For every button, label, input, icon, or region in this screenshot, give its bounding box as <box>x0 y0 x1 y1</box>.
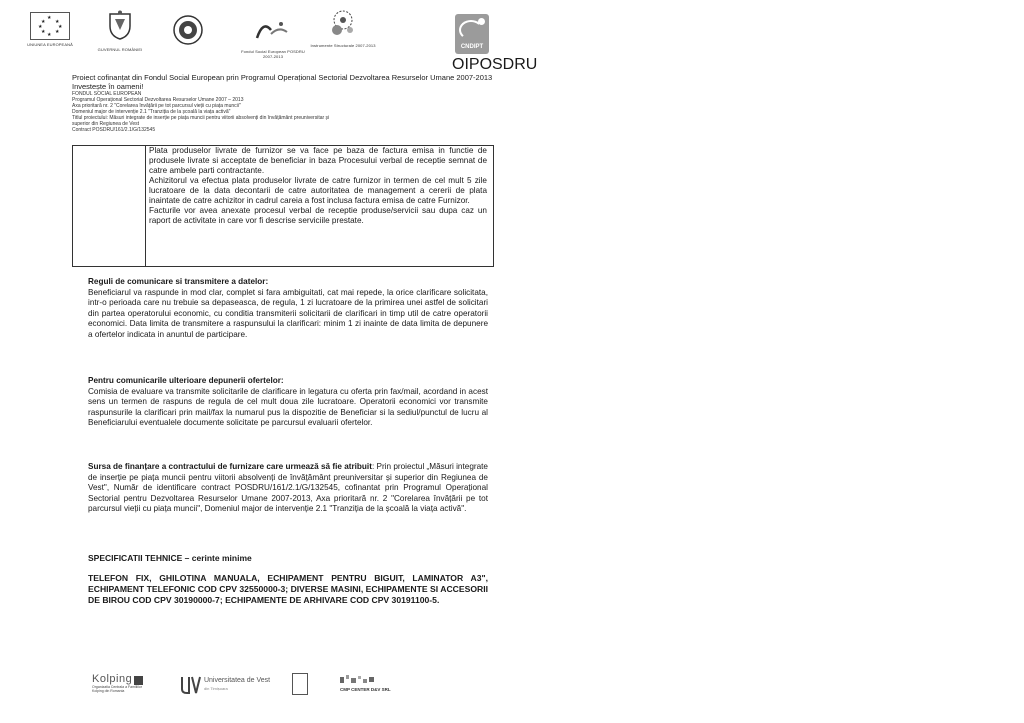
section-finantare <box>88 462 488 515</box>
meta-line: Titlul proiectului: Măsuri integrate de inserție pe piața muncii pentru viitorii absolvenți din învățământ preuniversitar și <box>72 115 330 121</box>
payment-paragraph: Facturile vor avea anexate procesul verbal de receptie produse/servicii sau dupa caz un raport de activitate in care vor fi descrise serviciile prestate. <box>149 206 487 225</box>
school-crest-logo <box>292 673 308 695</box>
cmp-logo <box>340 675 391 692</box>
footer-partner-logos <box>0 673 1024 703</box>
meta-line: FONDUL SOCIAL EUROPEAN <box>72 91 142 97</box>
kolping-k-icon <box>134 676 143 685</box>
cndipt-text: CNDIPT <box>460 44 484 50</box>
section-title: Sursa de finanțare a contractului de furnizare care urmează să fie atribuit <box>88 462 372 471</box>
payment-paragraph: Plata produselor livrate de furnizor se va face pe baza de factura emisa in functie de produsele livrate si acceptate de beneficiar in baza Procesului verbal de receptie semnat de catre ambele parti contractante. <box>149 146 487 175</box>
uvt-logo <box>180 675 270 695</box>
kolping-name: Kolping <box>92 673 133 685</box>
cmp-graphic-icon <box>340 675 374 685</box>
table-empty-cell <box>73 146 146 266</box>
eu-logo <box>20 12 80 47</box>
eu-flag-icon: ★ ★ ★ ★ ★ ★ ★ ★ <box>30 12 70 40</box>
is-logo <box>310 8 376 48</box>
section-body: Comisia de evaluare va transmite solicitarile de clarificare in legatura cu oferta prin fax/mail, acordand in acest sens un termen de raspuns de regula de cel mult doua zile lucratoare. Operatorii economici vor transmite raspunsurile la clarificari prin mail/fax la numarul pus la dispozitie de Beneficiar si la sediul/punctul de lucru al Beneficiarului eventualele documente solicitate pe parcursul evaluarii ofertelor. <box>88 386 488 427</box>
kolping-sub1: Organizatia Centrala a Familiilor <box>92 685 142 689</box>
section-ulterioare <box>88 376 488 429</box>
section-comunicare <box>88 277 488 340</box>
project-line-text: Proiect cofinanțat din Fondul Social European prin Programul Operațional Sectorial Dezvoltarea Resurselor Umane 2007-2013 <box>72 73 493 82</box>
section-body: : Prin proiectul „Măsuri integrate de inserție pe piața muncii pentru viitorii absolvenți de învățământ preuniversitar și superior din Regiunea de Vest", Număr de identificare contract POSDRU/161/2.1/G/132545, cofinantat prin Programul Operațional Sectorial pentru Dezvoltarea Resurselor Umane 2007-2013, Axa prioritară nr. 2 "Corelarea învățării pe tot parcursul vieții cu piața muncii", Domeniul major de intervenție 2.1 "Tranziția de la școală la viața activă". <box>88 462 488 513</box>
school-crest-icon <box>292 673 308 695</box>
payment-terms-table <box>72 145 494 267</box>
meta-line: Domeniul major de intervenție 2.1 "Tranziția de la școală la viața activă" <box>72 109 231 115</box>
ministry-logo <box>168 14 208 51</box>
header-logos <box>0 8 1024 73</box>
romanian-government-crest-icon <box>107 10 133 40</box>
oiposdru-caption: OIPOSDRU <box>452 56 538 73</box>
meta-line: Contract POSDRU/161/2.1/G/132545 <box>72 127 156 133</box>
meta-line: Programul Operațional Sectorial Dezvoltarea Resurselor Umane 2007 – 2013 <box>72 97 244 103</box>
section-title: Reguli de comunicare si transmitere a datelor: <box>88 277 269 286</box>
meta-line: superior din Regiunea de Vest <box>72 121 139 127</box>
meta-line: Axa prioritară nr. 2 "Corelarea învățării pe tot parcursul vieții cu piața muncii" <box>72 103 241 109</box>
kolping-sub2: Kolping din Romania <box>92 689 125 693</box>
section-title: Pentru comunicarile ulterioare depunerii ofertelor: <box>88 376 284 385</box>
fse-caption: Fondul Social European POSDRU 2007-2013 <box>241 49 305 59</box>
uvt-mark-icon <box>180 675 202 695</box>
ministry-seal-icon <box>172 14 204 46</box>
cmp-name: CMP CENTER D&V SRL <box>340 687 391 692</box>
uvt-name: Universitatea de Vest <box>203 677 271 684</box>
payment-paragraph: Achizitorul va efectua plata produselor livrate de catre furnizor in termen de cel mult 5 zile lucratoare de la data decontarii de catre autoritatea de management a cererii de plata inaintate de catre achizitor in cadrul careia a fost inclusa factura emisa de catre Furnizor. <box>149 176 487 205</box>
table-text-cell <box>146 146 490 266</box>
gov-caption: GUVERNUL ROMÂNIEI <box>97 47 143 52</box>
invest-line: Investește în oameni! <box>72 82 144 91</box>
eu-caption: UNIUNEA EUROPEANĂ <box>27 42 73 47</box>
uvt-sub: din Timișoara <box>203 686 228 691</box>
kolping-logo <box>92 673 143 693</box>
project-meta <box>72 91 329 133</box>
tech-spec-list: TELEFON FIX, GHILOTINA MANUALA, ECHIPAMENT PENTRU BIGUIT, LAMINATOR A3", ECHIPAMENT TELEFONIC COD CPV 32550000-3; DIVERSE MASINI, ECHIPAMENTE SI ACCESORII DE BIROU COD CPV 30190000-7; ECHIPAMENTE DE ARHIVARE COD CPV 30191100-5. <box>88 573 488 605</box>
project-cofinanced-line <box>72 73 492 91</box>
fse-logo-icon <box>251 16 295 44</box>
section-body: Beneficiarul va raspunde in mod clar, complet si fara ambiguitati, cat mai repede, la orice clarificare solicitata, intr-o perioada care nu trebuie sa depaseasca, de regula, 1 zi lucratoare de la primirea unei astfel de solicitari din partea operatorului economic, cu conditia transmiterii solicitarii de clarificari in timp util de catre operatorii economici. Data limita de transmitere a raspunsului la clarificari: minim 1 zi inainte de data limita de depunere a ofertelor indicata in anuntul de participare. <box>88 287 488 339</box>
fse-logo <box>240 16 306 59</box>
is-caption: Instrumente Structurale 2007-2013 <box>310 43 376 48</box>
tech-spec-heading: SPECIFICATII TEHNICE – cerinte minime <box>88 553 252 563</box>
cndipt-logo-icon <box>455 14 489 54</box>
gov-logo <box>90 10 150 52</box>
instrumente-structurale-logo-icon <box>323 8 363 38</box>
